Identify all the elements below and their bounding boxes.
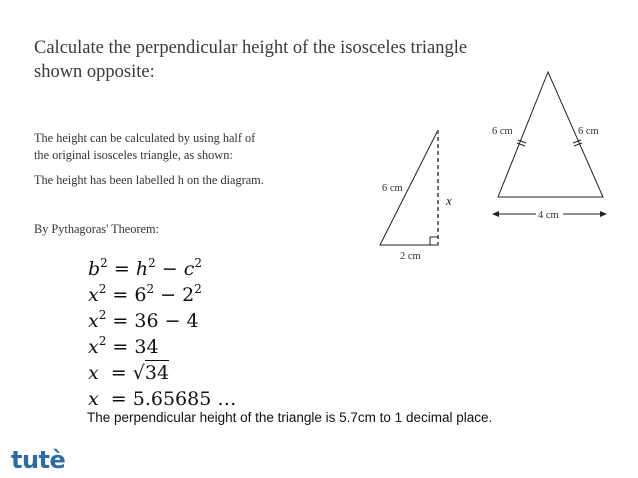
explanation-paragraph: [34, 130, 255, 164]
equation-5: x = √34: [88, 362, 170, 384]
right-angle-marker: [430, 237, 438, 245]
half-triangle-diagram: [370, 125, 480, 265]
isosceles-triangle-diagram: [480, 60, 625, 230]
equal-side-tick-right: [573, 140, 581, 143]
height-x-label: x: [446, 193, 452, 208]
explanation-line-1: The height can be calculated by using half of: [34, 131, 256, 145]
pythagoras-heading: By Pythagoras' Theorem:: [34, 222, 159, 236]
title-line-1: Calculate the perpendicular height of the isosceles triangle: [34, 38, 468, 58]
base-arrow-right: [600, 211, 607, 217]
half-triangle-hyp-label: 6 cm: [382, 183, 403, 194]
equation-3: $x^2 = 36 - 4$: [88, 308, 199, 332]
tute-logo: tutè: [11, 446, 66, 474]
half-triangle-base-label: 2 cm: [400, 251, 421, 262]
height-label-note: The height has been labelled h on the diagram.: [34, 173, 264, 187]
base-arrow-left: [492, 211, 499, 217]
equation-4: $x^2 = 34$: [88, 334, 159, 358]
conclusion-text: The perpendicular height of the triangle is 5.7cm to 1 decimal place.: [87, 410, 493, 425]
base-label: 4 cm: [538, 210, 559, 221]
equation-2: $x^2 = 6^2 - 2^2$: [88, 282, 202, 306]
left-side-label: 6 cm: [492, 126, 513, 137]
explanation-line-2: the original isosceles triangle, as shown:: [34, 148, 233, 162]
equation-6: x = 5.65685 …: [88, 388, 237, 410]
right-side-label: 6 cm: [578, 126, 599, 137]
equal-side-tick-left: [518, 140, 526, 143]
page-title: [34, 36, 467, 84]
title-line-2: shown opposite:: [34, 62, 155, 82]
equation-1: $b^2 = h^2 - c^2$: [88, 256, 202, 280]
